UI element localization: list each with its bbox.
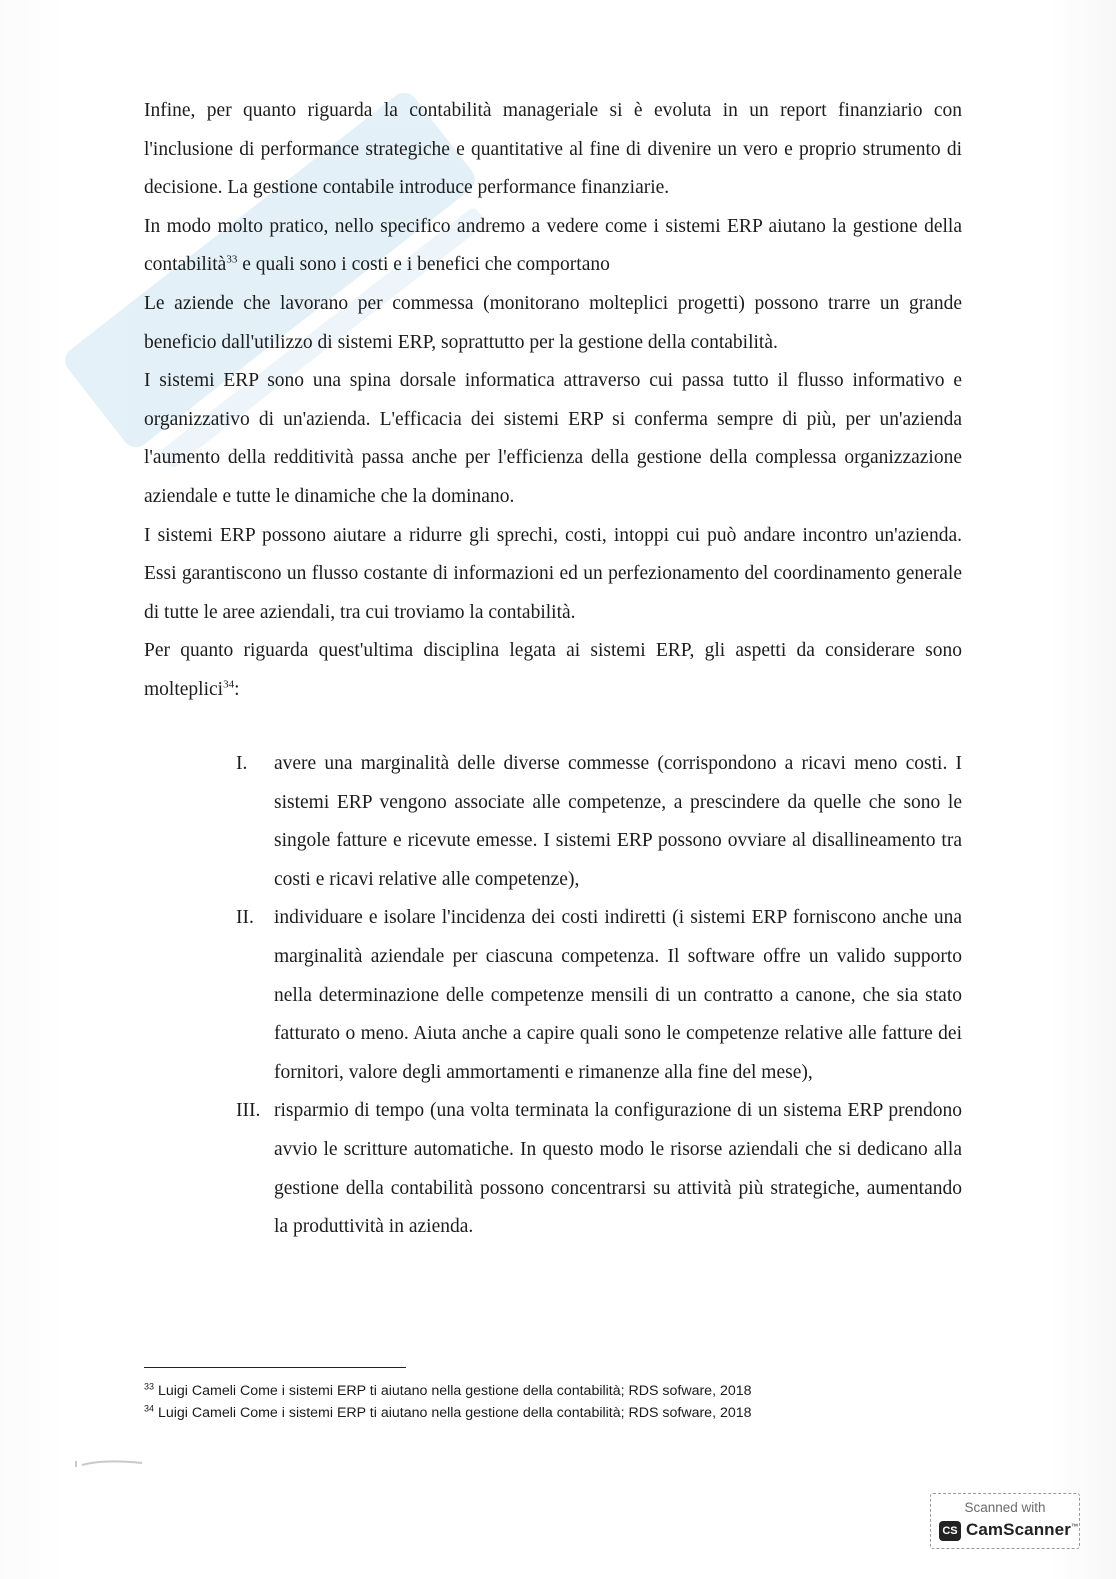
body-text <box>144 92 962 710</box>
footnote-33 <box>144 1380 904 1402</box>
scanned-with-label: Scanned with <box>964 1500 1046 1515</box>
footnote-ref-34[interactable]: 34 <box>223 678 235 691</box>
footnote-number: 33 <box>144 1381 155 1392</box>
paragraph-backbone: I sistemi ERP sono una spina dorsale informatica attraverso cui passa tutto il flusso informativo e organizzativo di un'azienda. L'efficacia dei sistemi ERP si conferma sempre di più, per un'azienda l'aumento della redditività passa anche per l'efficienza della gestione della complessa organizzazione aziendale e tutte le dinamiche che la dominano. <box>144 370 962 507</box>
list-item-text: individuare e isolare l'incidenza dei costi indiretti (i sistemi ERP forniscono anche una marginalità aziendale per ciascuna competenza. Il software offre un valido supporto nella determinazione delle competenze mensili di un contratto a canone, che sia stato fatturato o meno. Aiuta anche a capire quali sono le competenze relative alle fatture dei fornitori, valore degli ammortamenti e rimanenze alla fine del mese), <box>274 907 962 1083</box>
scan-artifact <box>74 1455 144 1471</box>
camscanner-brand <box>966 1520 1078 1540</box>
paragraph-aspects-text: Per quanto riguarda quest'ultima disciplina legata ai sistemi ERP, gli aspetti da considerare sono molteplici <box>144 640 962 700</box>
list-marker: III. <box>236 1100 261 1122</box>
aspects-list <box>236 745 962 1247</box>
paragraph-erp-accounting-text: In modo molto pratico, nello specifico andremo a vedere come i sistemi ERP aiutano la gestione della contabilità <box>144 215 962 276</box>
paragraph-erp-accounting <box>144 208 962 285</box>
list-item <box>236 1092 962 1246</box>
camscanner-badge <box>930 1493 1080 1549</box>
paragraph-aspects-tail: : <box>234 678 240 700</box>
footnote-text: Luigi Cameli Come i sistemi ERP ti aiutano nella gestione della contabilità; RDS sofware, 2018 <box>157 1405 752 1421</box>
list-item <box>236 745 962 899</box>
paragraph-waste: I sistemi ERP possono aiutare a ridurre gli sprechi, costi, intoppi cui può andare incontro un'azienda. Essi garantiscono un flusso costante di informazioni ed un perfezionamento del coordinamento generale di tutte le aree aziendali, tra cui troviamo la contabilità. <box>144 524 962 623</box>
footnote-text: Luigi Cameli Come i sistemi ERP ti aiutano nella gestione della contabilità; RDS sofware, 2018 <box>157 1383 752 1399</box>
list-marker: I. <box>236 753 248 774</box>
paragraph-erp-accounting-tail: e quali sono i costi e i benefici che comportano <box>237 254 610 276</box>
paragraph-intro: Infine, per quanto riguarda la contabilità manageriale si è evoluta in un report finanziario con l'inclusione di performance strategiche e quantitative al fine di divenire un vero e proprio strumento di decisione. La gestione contabile introduce performance finanziarie. <box>144 100 962 199</box>
trademark-icon: ™ <box>1070 1523 1079 1531</box>
footnotes <box>144 1380 904 1424</box>
list-item-text: avere una marginalità delle diverse commesse (corrispondono a ricavi meno costi. I sistemi ERP vengono associate alle competenze, a prescindere da quelle che sono le singole fatture e ricevute emesse. I sistemi ERP possono ovviare al disallineamento tra costi e ricavi relative alle competenze), <box>274 753 962 890</box>
list-item-text: risparmio di tempo (una volta terminata la configurazione di un sistema ERP prendono avvio le scritture automatiche. In questo modo le risorse aziendali che si dedicano alla gestione della contabilità possono concentrarsi su attività più strategiche, aumentando la produttività in azienda. <box>274 1100 962 1238</box>
camscanner-brand-text: CamScanner <box>966 1520 1071 1539</box>
paragraph-aspects <box>144 632 962 709</box>
camscanner-logo-icon: CS <box>939 1521 961 1541</box>
list-item <box>236 899 962 1092</box>
footnote-34 <box>144 1402 904 1424</box>
paragraph-commessa: Le aziende che lavorano per commessa (monitorano molteplici progetti) possono trarre un grande beneficio dall'utilizzo di sistemi ERP, soprattutto per la gestione della contabilità. <box>144 292 962 353</box>
footnote-separator <box>144 1367 406 1368</box>
footnote-number: 34 <box>144 1403 155 1414</box>
list-marker: II. <box>236 907 254 929</box>
footnote-ref-33[interactable]: 33 <box>226 253 238 266</box>
